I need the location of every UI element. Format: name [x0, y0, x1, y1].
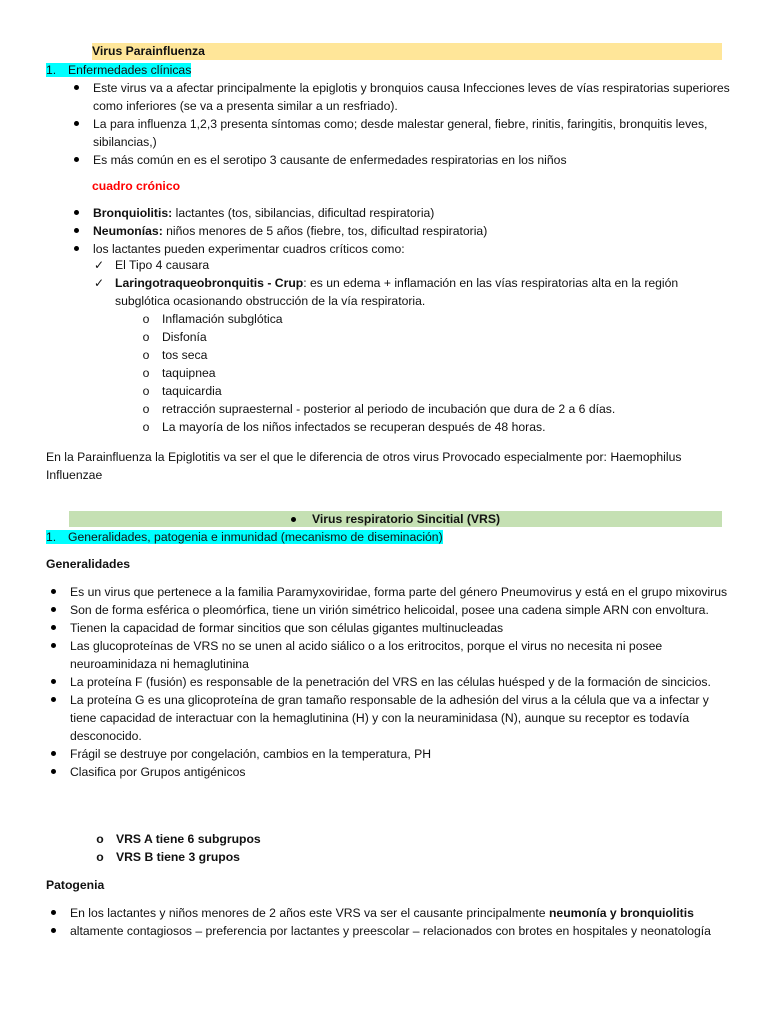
list-cronico [93, 204, 733, 258]
list-item: En los lactantes y niños menores de 2 años este VRS va ser el causante principalmente neumonía y bronquiolitis [70, 904, 735, 922]
list-item: Es más común en es el serotipo 3 causante de enfermedades respiratorias en los niños [93, 151, 733, 169]
list-item: Clasifica por Grupos antigénicos [70, 763, 735, 781]
list-grupos [96, 830, 716, 866]
list-item: Neumonías: niños menores de 5 años (fiebre, tos, dificultad respiratoria) [93, 222, 733, 240]
heading-enfermedades [46, 62, 191, 79]
title-vrs-text: Virus respiratorio Sincitial (VRS) [311, 512, 501, 526]
list-generalidades [70, 583, 735, 781]
list-patogenia [70, 904, 735, 940]
bullet-icon [51, 928, 56, 933]
list-item: o tos seca [162, 346, 732, 364]
check-icon: ✓ [93, 276, 105, 290]
list-item: o VRS A tiene 6 subgrupos [116, 830, 716, 848]
list-sintomas [142, 310, 732, 436]
bullet-icon [51, 697, 56, 702]
list-item: Bronquiolitis: lactantes (tos, sibilancias, dificultad respiratoria) [93, 204, 733, 222]
bullet-icon [51, 751, 56, 756]
subheading-generalidades: Generalidades [46, 557, 130, 571]
list-item: o taquicardia [162, 382, 732, 400]
list-item: Tienen la capacidad de formar sincitios que son células gigantes multinucleadas [70, 619, 735, 637]
circle-bullet-icon: o [142, 366, 150, 380]
check-icon: ✓ [93, 258, 105, 272]
bullet-icon [74, 246, 79, 251]
bullet-icon [51, 769, 56, 774]
list-item: o Disfonía [162, 328, 732, 346]
cuadro-cronico-label: cuadro crónico [92, 179, 181, 193]
paragraph-epiglotitis: En la Parainfluenza la Epiglotitis va ser el que le diferencia de otros virus Provocado especialmente por: Haemophilus Influenzae [46, 450, 682, 482]
heading-number: 1. [46, 530, 57, 544]
list-item: los lactantes pueden experimentar cuadros críticos como: [93, 240, 733, 258]
circle-bullet-icon: o [96, 832, 104, 846]
bullet-icon [74, 157, 79, 162]
list-item: La proteína F (fusión) es responsable de la penetración del VRS en las células huésped y de la formación de sincicios. [70, 673, 735, 691]
circle-bullet-icon: o [142, 384, 150, 398]
bullet-icon [51, 625, 56, 630]
bullet-icon [291, 517, 296, 522]
bullet-icon [51, 589, 56, 594]
title-parainfluenza [92, 43, 722, 60]
circle-bullet-icon: o [142, 330, 150, 344]
subheading-patogenia: Patogenia [46, 878, 105, 892]
list-item: o taquipnea [162, 364, 732, 382]
circle-bullet-icon: o [96, 850, 104, 864]
list-item: ✓ El Tipo 4 causara [115, 256, 730, 274]
list-item: ✓ Laringotraqueobronquitis - Crup: es un edema + inflamación en las vías respiratorias alta en la región subglótica ocasionando obstrucción de la vía respiratoria. [115, 274, 730, 310]
title-parainfluenza-text: Virus Parainfluenza [92, 44, 205, 58]
bullet-icon [74, 228, 79, 233]
list-item: La proteína G es una glicoproteína de gran tamaño responsable de la adhesión del virus a la célula que va a infectar y tiene capacidad de interactuar con la hemaglutinina (H) y con la neuraminidasa (N), aunque su receptor es todavía desconocido. [70, 691, 735, 745]
list-item: La para influenza 1,2,3 presenta síntomas como; desde malestar general, fiebre, rinitis, faringitis, bronquitis leves, sibilancias,) [93, 115, 733, 151]
bullet-icon [51, 679, 56, 684]
list-item: Este virus va a afectar principalmente la epiglotis y bronquios causa Infecciones leves de vías respiratorias superiores como inferiores (se va a presenta similar a un resfriado). [93, 79, 733, 115]
list-item: altamente contagiosos – preferencia por lactantes y preescolar – relacionados con brotes en hospitales y neonatología [70, 922, 735, 940]
circle-bullet-icon: o [142, 402, 150, 416]
circle-bullet-icon: o [142, 420, 150, 434]
bullet-icon [51, 910, 56, 915]
list-checks [93, 256, 730, 310]
list-item: o retracción supraesternal - posterior al periodo de incubación que dura de 2 a 6 días. [162, 400, 732, 418]
list-item: Son de forma esférica o pleomórfica, tiene un virión simétrico helicoidal, posee una cadena simple ARN con envoltura. [70, 601, 735, 619]
heading-text: Enfermedades clínicas [68, 63, 192, 77]
bullet-icon [74, 121, 79, 126]
bullet-icon [51, 607, 56, 612]
list-item: Es un virus que pertenece a la familia Paramyxoviridae, forma parte del género Pneumovirus y está en el grupo mixovirus [70, 583, 735, 601]
list-item: o La mayoría de los niños infectados se recuperan después de 48 horas. [162, 418, 732, 436]
bullet-icon [74, 85, 79, 90]
bullet-icon [51, 643, 56, 648]
circle-bullet-icon: o [142, 312, 150, 326]
list-item: Las glucoproteínas de VRS no se unen al acido siálico o a los eritrocitos, porque el virus no necesita ni posee neuroaminidaza ni hemaglutinina [70, 637, 735, 673]
list-item: Frágil se destruye por congelación, cambios en la temperatura, PH [70, 745, 735, 763]
list-item: o Inflamación subglótica [162, 310, 732, 328]
bullet-icon [74, 210, 79, 215]
list-enfermedades [93, 79, 733, 169]
title-vrs [69, 511, 722, 527]
circle-bullet-icon: o [142, 348, 150, 362]
heading-number: 1. [46, 63, 57, 77]
heading-generalidades-patogenia [46, 529, 443, 546]
list-item: o VRS B tiene 3 grupos [116, 848, 716, 866]
heading-text: Generalidades, patogenia e inmunidad (mecanismo de diseminación) [68, 530, 443, 544]
